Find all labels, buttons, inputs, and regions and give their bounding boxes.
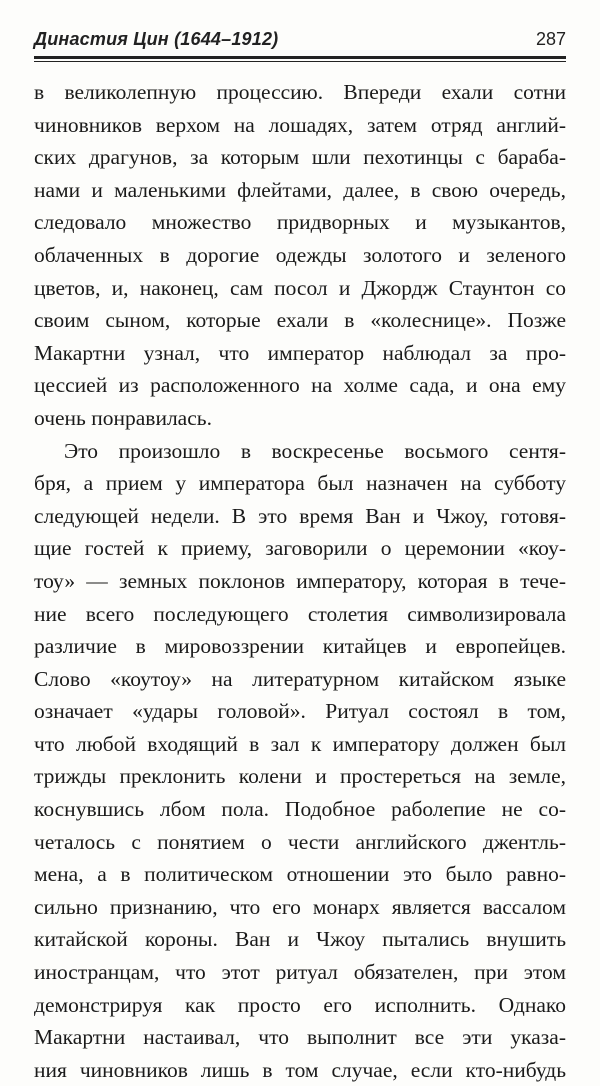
running-title: Династия Цин (1644–1912) [34,29,279,49]
text-line: ние всего последующего столетия символизировала [34,601,566,626]
text-line: означает «удары головой». Ритуал состоял в том, [34,699,566,724]
text-line: облаченных в дорогие одежды золотого и зеленого [34,242,566,267]
text-line: различие в мировоззрении китайцев и европейцев. [34,634,566,659]
text-line: коснувшись лбом пола. Подобное раболепие не со- [34,797,566,822]
text-line: цессией из расположенного на холме сада, и она ему [34,373,566,398]
text-line: Слово «коутоу» на литературном китайском языке [34,666,566,691]
text-line: своим сыном, которые ехали в «колеснице». Позже [34,308,566,333]
header-rule [34,56,566,62]
text-line: мена, а в политическом отношении это было равно- [34,862,566,887]
body-text [34,76,566,1086]
text-line: следовало множество придворных и музыкантов, [34,210,566,235]
text-line: Макартни узнал, что император наблюдал за про- [34,340,566,365]
text-line: ских драгунов, за которым шли пехотинцы с бараба- [34,145,566,170]
text-line: иностранцам, что этот ритуал обязателен, при этом [34,960,566,985]
text-line: четалось с понятием о чести английского джентль- [34,829,566,854]
text-line: в великолепную процессию. Впереди ехали сотни [34,80,566,104]
text-line: китайской короны. Ван и Чжоу пытались внушить [34,927,566,952]
text-line: очень понравилась. [34,405,212,430]
text-line: бря, а прием у императора был назначен на субботу [34,471,566,496]
text-line: чиновников верхом на лошадях, затем отряд англий- [34,112,566,137]
text-line: трижды преклонить колени и простереться на земле, [34,764,566,789]
page-number: 287 [535,29,566,49]
text-line: Это произошло в воскресенье восьмого сентя- [64,438,566,463]
text-line: демонстрируя как просто его исполнить. Однако [34,992,566,1017]
text-line: следующей недели. В это время Ван и Чжоу, готовя- [34,503,566,528]
text-line: тоу» — земных поклонов императору, которая в тече- [34,568,566,593]
text-line: сильно признанию, что его монарх является вассалом [34,894,566,919]
text-line: цветов, и, наконец, сам посол и Джордж Стаунтон со [34,275,566,300]
text-line: ния чиновников лишь в том случае, если кто-нибудь [34,1057,566,1082]
page-header [34,20,566,56]
text-line: что любой входящий в зал к императору должен был [34,731,566,756]
text-line: щие гостей к приему, заговорили о церемонии «коу- [34,536,566,561]
text-line: нами и маленькими флейтами, далее, в свою очередь, [34,177,566,202]
text-line: Макартни настаивал, что выполнит все эти указа- [34,1025,566,1050]
